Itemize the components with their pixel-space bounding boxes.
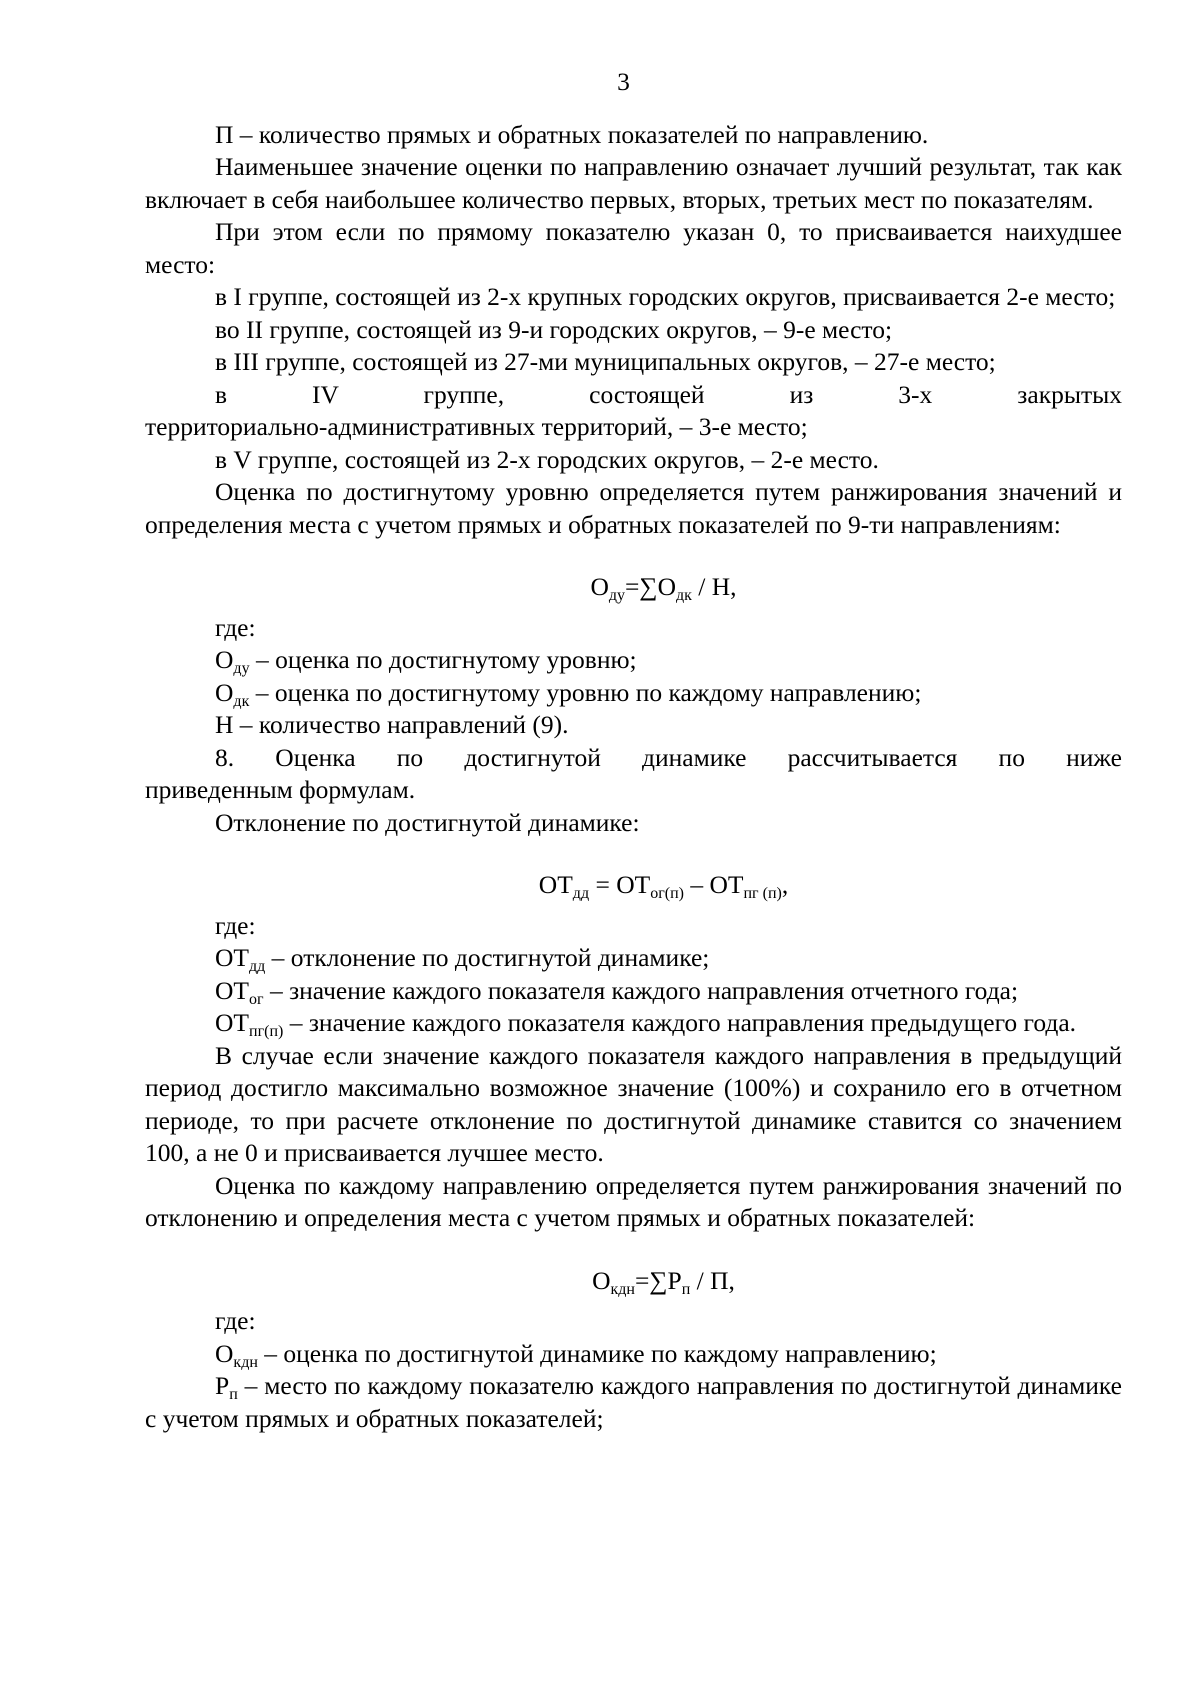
paragraph-group-3: в III группе, состоящей из 27-ми муниципальных округов, – 27-е место; bbox=[215, 347, 996, 376]
paragraph-group-2: во II группе, состоящей из 9-и городских округов, – 9-е место; bbox=[215, 314, 893, 344]
definition-otdd: $ОТ_{дд}$ – отклонение по достигнутой динамике; bbox=[215, 943, 710, 975]
formula-deviation: $ОТ_{дд} = ОТ_{ог(п)} - ОТ_{пг (п)}$, bbox=[538, 870, 789, 902]
paragraph-p-definition: П – количество прямых и обратных показателей по направлению. bbox=[215, 119, 929, 149]
paragraph-zero-indicator: При этом если по прямому показателю указан 0, то присваивается наихудшее место: bbox=[145, 217, 1122, 279]
where-label-2: где: bbox=[215, 910, 256, 940]
definition-otog: $ОТ_{ог}$ – значение каждого показателя каждого направления отчетного года; bbox=[215, 975, 1019, 1008]
page-number: 3 bbox=[617, 67, 630, 96]
where-label-1: где: bbox=[215, 612, 256, 642]
definition-rp: $Р_п$ – место по каждому показателю каждого направления по достигнутой динамике с учетом прямых и обратных показателей; bbox=[145, 1371, 1122, 1433]
paragraph-lowest-score: Наименьшее значение оценки по направлению означает лучший результат, так как включает в себя наибольшее количество первых, вторых, третьих мест по показателям. bbox=[145, 152, 1122, 214]
definition-otpg: $ОТ_{пг(п)}$ – значение каждого показателя каждого направления предыдущего года. bbox=[215, 1008, 1077, 1040]
paragraph-direction-score: Оценка по каждому направлению определяется путем ранжирования значений по отклонению и определения места с учетом прямых и обратных показателей: bbox=[145, 1170, 1122, 1232]
definition-okdn: $О_{кдн}$ – оценка по достигнутой динамике по каждому направлению; bbox=[215, 1338, 937, 1371]
paragraph-max-value-case: В случае если значение каждого показателя каждого направления в предыдущий период достигло максимально возможное значение (100%) и сохранило его в отчетном периоде, то при расчете отклонение по достигнутой динамике ставится со значением 100, а не 0 и присваивается лучшее место. bbox=[145, 1040, 1122, 1167]
paragraph-group-4-line1: в IV группе, состоящей из 3-х закрытых bbox=[215, 379, 1122, 409]
formula-achieved-level: $О_{ду}=\sum О_{дк} / Н$, bbox=[590, 572, 737, 604]
formula-direction-score: $О_{кдн}=\sum Р_п / П$, bbox=[592, 1265, 735, 1298]
paragraph-deviation: Отклонение по достигнутой динамике: bbox=[215, 807, 640, 837]
where-label-3: где: bbox=[215, 1306, 256, 1335]
paragraph-group-4-line2: территориально-административных территорий, – 3-е место; bbox=[145, 412, 808, 441]
definition-odk: $О_{дк}$ – оценка по достигнутому уровню по каждому направлению; bbox=[215, 677, 922, 710]
paragraph-item-8-line1: 8. Оценка по достигнутой динамике рассчитывается по ниже bbox=[215, 742, 1122, 772]
paragraph-group-1: в I группе, состоящей из 2-х крупных городских округов, присваивается 2-е место; bbox=[215, 282, 1116, 311]
paragraph-group-5: в V группе, состоящей из 2-х городских округов, – 2-е место. bbox=[215, 444, 879, 474]
definition-n: Н – количество направлений (9). bbox=[215, 710, 569, 739]
paragraph-item-8-line2: приведенным формулам. bbox=[145, 775, 416, 804]
paragraph-achieved-level: Оценка по достигнутому уровню определяется путем ранжирования значений и определения места с учетом прямых и обратных показателей по 9-ти направлениям: bbox=[145, 477, 1122, 539]
definition-ody: $О_{ду}$ – оценка по достигнутому уровню; bbox=[215, 645, 637, 677]
